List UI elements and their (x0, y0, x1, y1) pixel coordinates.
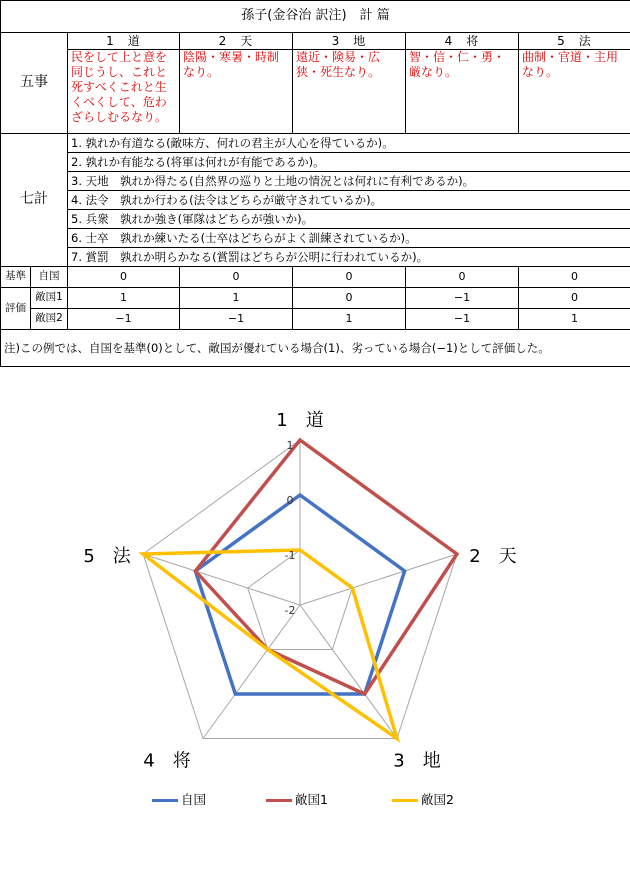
category-label: 2 天 (469, 546, 517, 568)
radar-chart (0, 380, 630, 780)
factor-desc: 陰陽・寒暑・時制なり。 (180, 50, 293, 134)
score-cell: 1 (180, 288, 293, 309)
score-cell: 0 (68, 267, 180, 288)
factor-header: 2 天 (180, 33, 293, 50)
tick-label: -1 (284, 549, 296, 562)
shichikei-label: 七計 (1, 134, 68, 267)
sunzi-table (0, 0, 630, 367)
score-cell: 0 (406, 267, 519, 288)
shichikei-item: 2. 孰れか有能なる(将軍は何れが有能であるか)。 (68, 153, 630, 172)
shichikei-item: 1. 孰れか有道なる(敵味方、何れの君主が人心を得ているか)。 (68, 134, 630, 153)
factor-header: 4 将 (406, 33, 519, 50)
score-cell: −1 (406, 309, 519, 330)
category-label: 5 法 (83, 546, 131, 568)
row-label: 自国 (31, 267, 68, 288)
row-label: 敵国2 (31, 309, 68, 330)
legend-label: 敵国2 (421, 792, 454, 807)
score-cell: 0 (293, 267, 406, 288)
row-label: 敵国1 (31, 288, 68, 309)
factor-desc: 遠近・険易・広狭・死生なり。 (293, 50, 406, 134)
legend-item (152, 790, 206, 808)
legend-swatch (392, 799, 418, 802)
shichikei-item: 4. 法令 孰れか行わる(法令はどちらが厳守されているか)。 (68, 191, 630, 210)
score-cell: 0 (519, 267, 630, 288)
axis-spoke (300, 554, 457, 605)
score-cell: 0 (519, 288, 630, 309)
factor-desc: 民をして上と意を同じうし、これと死すべくこれと生くべくして、危わざらしむるなり。 (68, 50, 180, 134)
tick-label: -2 (284, 604, 296, 617)
score-cell: 0 (293, 288, 406, 309)
kijun-label: 基準 (1, 267, 31, 288)
series-line (143, 550, 397, 738)
category-label: 3 地 (393, 750, 441, 772)
category-label: 4 将 (143, 750, 191, 772)
score-cell: −1 (68, 309, 180, 330)
hyoka-label: 評価 (1, 288, 31, 330)
score-cell: 1 (293, 309, 406, 330)
table-note: 注)この例では、自国を基準(0)として、敵国が優れている場合(1)、劣っている場合(−1)として評価した。 (1, 330, 630, 367)
shichikei-item: 5. 兵衆 孰れか強き(軍隊はどちらが強いか)。 (68, 210, 630, 229)
factor-header: 3 地 (293, 33, 406, 50)
score-cell: 1 (68, 288, 180, 309)
score-cell: −1 (406, 288, 519, 309)
legend-label: 自国 (181, 792, 207, 807)
goji-label: 五事 (1, 33, 68, 134)
score-cell: 0 (180, 267, 293, 288)
legend-item (266, 790, 328, 808)
tick-label: 1 (286, 439, 294, 452)
factor-desc: 智・信・仁・勇・厳なり。 (406, 50, 519, 134)
table-title: 孫子(金谷治 訳注) 計 篇 (1, 1, 630, 33)
factor-header: 5 法 (519, 33, 630, 50)
legend-swatch (152, 799, 178, 802)
tick-label: 0 (286, 494, 294, 507)
legend-swatch (266, 799, 292, 802)
shichikei-item: 3. 天地 孰れか得たる(自然界の巡りと土地の情況とは何れに有利であるか)。 (68, 172, 630, 191)
axis-spoke (203, 605, 300, 738)
score-cell: 1 (519, 309, 630, 330)
legend-item (392, 790, 454, 808)
score-cell: −1 (180, 309, 293, 330)
shichikei-item: 7. 賞罰 孰れか明らかなる(賞罰はどちらが公明に行われているか)。 (68, 248, 630, 267)
shichikei-item: 6. 士卒 孰れか練いたる(士卒はどちらがよく訓練されているか)。 (68, 229, 630, 248)
factor-header: 1 道 (68, 33, 180, 50)
legend-label: 敵国1 (295, 792, 328, 807)
category-label: 1 道 (276, 410, 324, 431)
factor-desc: 曲制・官道・主用なり。 (519, 50, 630, 134)
